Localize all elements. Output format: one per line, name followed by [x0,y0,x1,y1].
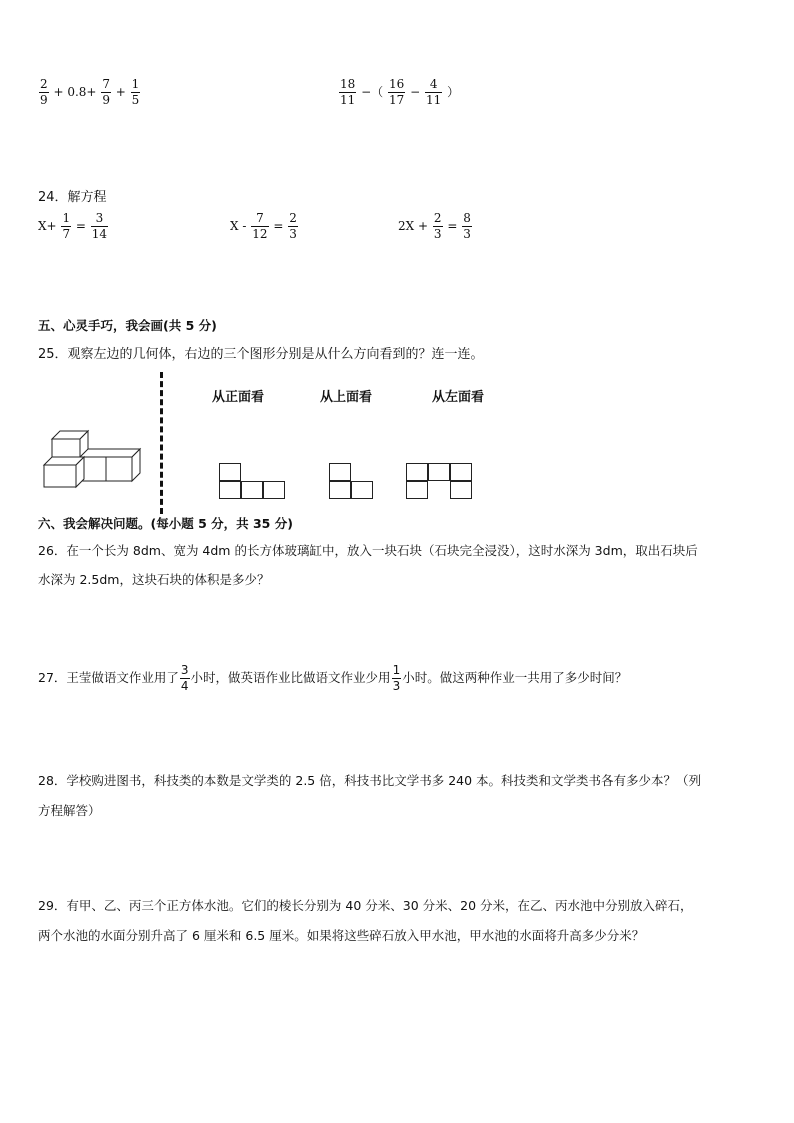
geometric-solid-figure [40,425,145,489]
grid-cell [450,481,472,499]
grid-cell [351,481,373,499]
grid-cell [428,463,450,481]
expression-2 [338,78,459,107]
question-27: 27．王莹做语文作业用了 $\frac{3}{4}$ 小时，做英语作业比做语文作业少用 $\frac{1}{3}$ 小时。做这两种作业一共用了多少时间？ [38,663,628,694]
question-29-line-1: 29．有甲、乙、丙三个正方体水池。它们的棱长分别为 40 分米、30 分米、20 分米，在乙、丙水池中分别放入碎石， [38,898,693,913]
grid-cell [263,481,285,499]
grid-cell [450,463,472,481]
equation-3: 2X + $\frac{2}{3}$ = $\frac{8}{3}$ [398,211,471,242]
question-26-line-2: 水深为 2.5dm，这块石块的体积是多少？ [38,572,270,587]
fraction: $\frac{1}{3}$ [392,663,401,694]
view-grid-2 [329,463,375,501]
question-25-text: 25．观察左边的几何体，右边的三个图形分别是从什么方向看到的？连一连。 [38,347,484,362]
grid-cell [329,463,351,481]
view-label-top: 从上面看 [320,390,373,405]
fraction: $\frac{16}{17}$ [389,77,405,108]
fraction: $\frac{1}{7}$ [62,211,71,242]
equation-2: X - $\frac{7}{12}$ = $\frac{2}{3}$ [230,211,297,242]
fraction: $\frac{8}{3}$ [463,211,471,242]
fraction: $\frac{4}{11}$ [426,77,442,108]
view-grid-1 [219,463,287,501]
fraction: $\frac{7}{9}$ [102,77,110,108]
operator: −（ [361,85,384,100]
fraction: $\frac{18}{11}$ [340,77,356,108]
grid-cell [329,481,351,499]
fraction: $\frac{2}{3}$ [433,211,442,242]
question-24-title: 24．解方程 [38,190,107,205]
fraction: $\frac{3}{14}$ [91,211,108,242]
operator: + 0.8+ [53,85,97,100]
section-6-title: 六、我会解决问题。(每小题 5 分，共 35 分) [38,516,293,531]
expression-1 [38,78,141,107]
dashed-divider [160,372,163,514]
grid-cell [219,463,241,481]
fraction: $\frac{2}{9}$ [40,77,48,108]
fraction: $\frac{7}{12}$ [252,211,268,242]
view-grid-3 [406,463,474,501]
grid-cell [406,463,428,481]
view-label-left: 从左面看 [432,390,485,405]
question-29-line-2: 两个水池的水面分别升高了 6 厘米和 6.5 厘米。如果将这些碎石放入甲水池，甲水池的水面将升高多少分米？ [38,928,645,943]
fraction: $\frac{1}{5}$ [131,77,140,108]
operator: − [410,85,421,100]
question-28-line-1: 28．学校购进图书，科技类的本数是文学类的 2.5 倍，科技书比文学书多 240 本。科技类和文学类书各有多少本？（列 [38,773,702,788]
grid-cell [241,481,263,499]
section-5-title: 五、心灵手巧，我会画(共 5 分) [38,318,217,333]
fraction: $\frac{3}{4}$ [180,663,189,694]
question-28-line-2: 方程解答） [38,803,101,818]
fraction: $\frac{2}{3}$ [289,211,297,242]
view-label-front: 从正面看 [212,390,265,405]
operator: ） [447,85,460,100]
grid-cell [406,481,428,499]
grid-cell [219,481,241,499]
operator: + [115,85,126,100]
equation-1: X+ $\frac{1}{7}$ = $\frac{3}{14}$ [38,211,108,242]
question-26-line-1: 26．在一个长为 8dm、宽为 4dm 的长方体玻璃缸中，放入一块石块（石块完全浸没），这时水深为 3dm，取出石块后 [38,543,698,558]
